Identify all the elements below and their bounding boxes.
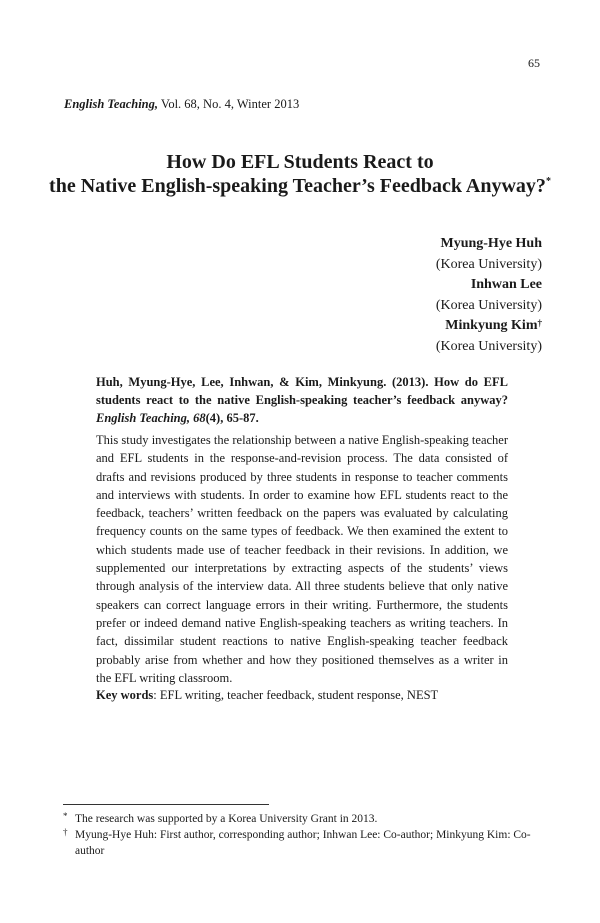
author-name: Myung-Hye Huh — [440, 236, 542, 251]
footnote — [63, 811, 541, 827]
journal-issue: Vol. 68, No. 4, Winter 2013 — [160, 97, 300, 111]
journal-header — [64, 97, 299, 112]
footnote-mark: † — [63, 827, 68, 837]
citation: Huh, Myung-Hye, Lee, Inhwan, & Kim, Minkyung. (2013). How do EFL students react to the native English-speaking teacher’s feedback anyway? English Teaching, 68(4), 65-87. — [96, 375, 508, 425]
author-name: Inhwan Lee — [470, 277, 542, 292]
author-affiliation: (Korea University) — [435, 338, 542, 354]
keywords-values: : EFL writing, teacher feedback, student response, NEST — [153, 688, 439, 702]
footnote-text: The research was supported by a Korea University Grant in 2013. — [75, 813, 378, 825]
paper-title — [0, 150, 600, 198]
title-line-2: the Native English-speaking Teacher’s Feedback Anyway?* — [49, 175, 551, 197]
keywords — [96, 688, 438, 703]
author-block — [436, 234, 542, 357]
citation-journal: English Teaching, — [96, 411, 191, 425]
citation-volume: 68 — [193, 411, 206, 425]
author-name: Minkyung Kim† — [445, 318, 542, 333]
page-number: 65 — [528, 56, 540, 70]
footnotes — [63, 811, 541, 859]
footnote-text: Myung-Hye Huh: First author, corresponding author; Inhwan Lee: Co-author; Minkyung Kim: Co-author — [75, 829, 531, 857]
author-footnote-mark: † — [537, 318, 542, 328]
footnote-mark: * — [63, 811, 68, 821]
title-line-1: How Do EFL Students React to — [166, 151, 434, 173]
author-affiliation: (Korea University) — [435, 297, 542, 313]
footnote — [63, 827, 541, 859]
footnote-divider — [63, 804, 269, 805]
abstract: This study investigates the relationship between a native English-speaking teacher and EFL students in the response-and-revision process. The data consisted of drafts and revisions produced by three students in response to teacher comments and interviews with students. In order to examine how EFL students react to the feedback, teachers’ written feedback on the papers was evaluated by calculating frequency counts on the same types of feedback. We then examined the extent to which students made use of teacher feedback in their revisions. In addition, we supplemented our interpretations by extracting aspects of the students’ views through analysis of the interview data. All three students believe that only native speakers can correct language errors in their writing. Furthermore, the students prefer or indeed demand native English-speaking teachers as writing teachers. In fact, dissimilar student reactions to native English-speaking teacher feedback probably arise from whether and how they positioned themselves as a writer in the EFL writing classroom. — [96, 433, 508, 685]
keywords-label: Key words — [96, 688, 154, 702]
author-affiliation: (Korea University) — [435, 256, 542, 272]
journal-name: English Teaching, — [64, 97, 159, 111]
citation-issue-pages: (4), 65-87. — [205, 411, 259, 425]
title-footnote-mark: * — [545, 176, 551, 187]
